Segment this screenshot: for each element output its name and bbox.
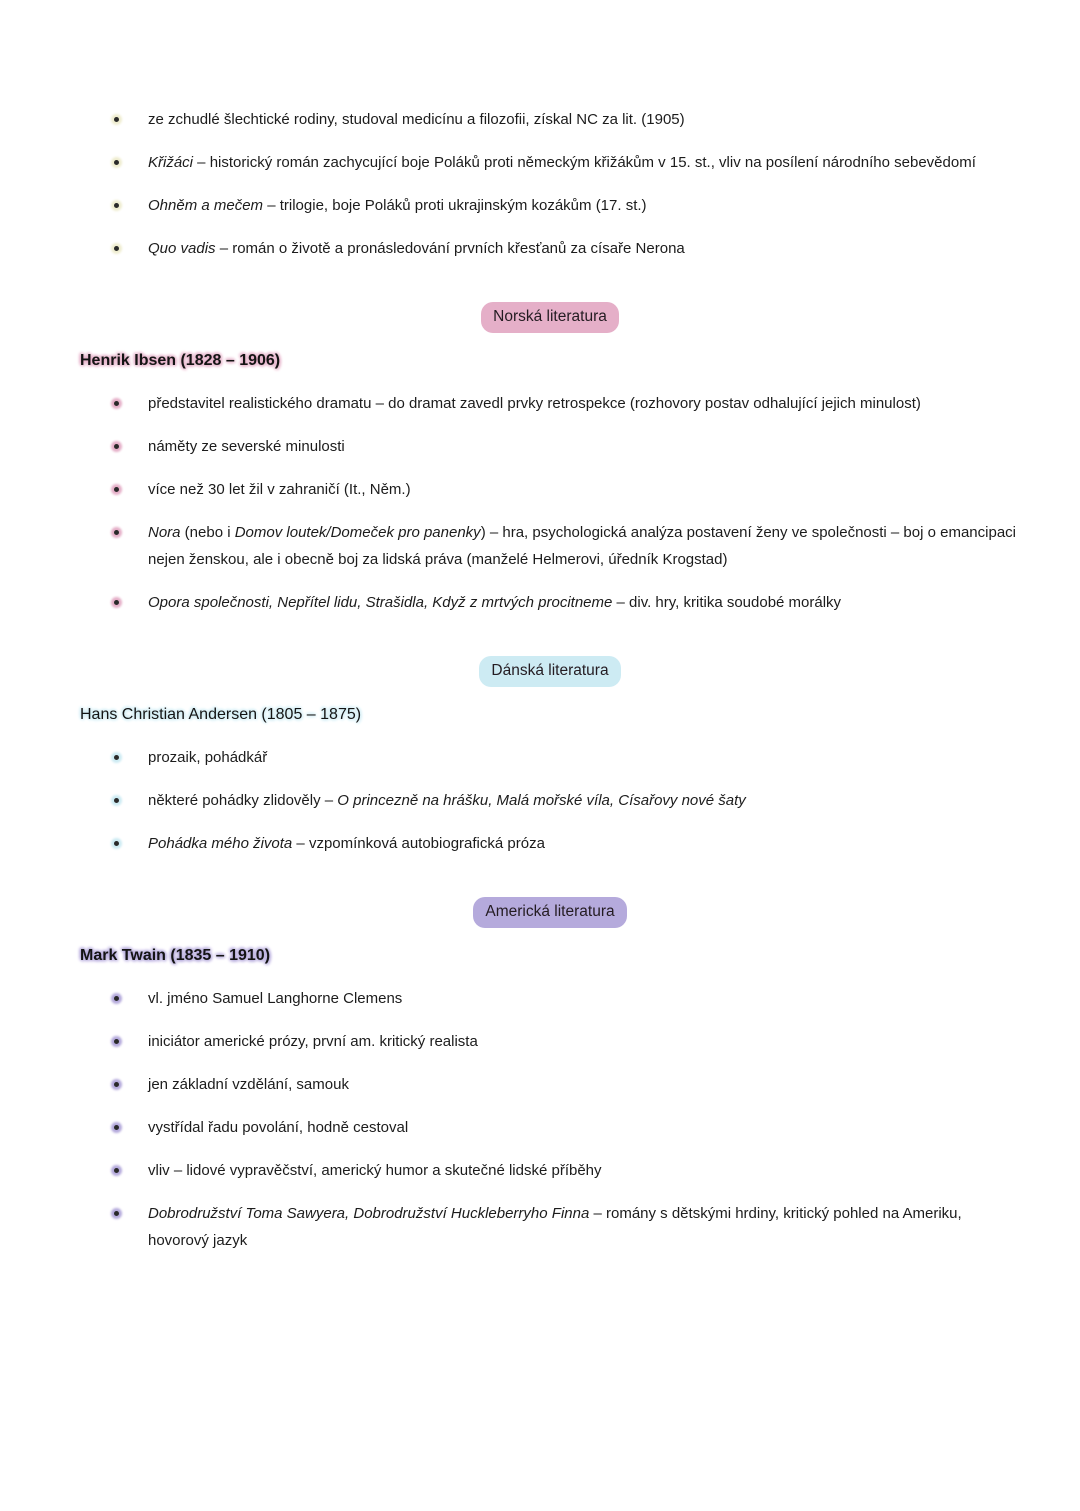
section-americka-literatura: [80, 897, 1020, 1254]
bullet-text: ) – hra, psychologická analýza postavení ženy ve společnosti – boj o emancipaci nejen ženskou, ale i obecně boj za lidská práva (manželé Helmerovi, úředník Krogstad): [148, 524, 1016, 568]
bullet-text: některé pohádky zlidověly –: [148, 792, 338, 809]
bullet-item: [80, 433, 1020, 460]
bullet-item: [80, 476, 1020, 503]
bullet-item: [80, 589, 1020, 616]
bullet-text: – vzpomínková autobiografická próza: [292, 835, 545, 852]
section-heading-row: [80, 302, 1020, 333]
bullet-text: více než 30 let žil v zahraničí (It., Něm.): [148, 481, 411, 498]
bullet-item: [80, 1071, 1020, 1098]
section-danska-literatura: [80, 656, 1020, 857]
bullet-text: prozaik, pohádkář: [148, 749, 268, 766]
bullet-item: [80, 192, 1020, 219]
bullet-text: představitel realistického dramatu – do dramat zavedl prvky retrospekce (rozhovory postav odhalující jejich minulost): [148, 395, 921, 412]
bullet-item: [80, 1200, 1020, 1254]
bullet-item: [80, 1157, 1020, 1184]
bullet-item: [80, 985, 1020, 1012]
bullet-text-italic: Dobrodružství Toma Sawyera, Dobrodružství Huckleberryho Finna: [148, 1205, 590, 1222]
bullet-list: [80, 744, 1020, 857]
section-heading-pill: Dánská literatura: [479, 656, 620, 687]
bullet-text: iniciátor americké prózy, první am. kritický realista: [148, 1033, 478, 1050]
section-intro: [80, 106, 1020, 262]
bullet-text: jen základní vzdělání, samouk: [148, 1076, 349, 1093]
section-heading-row: [80, 656, 1020, 687]
section-norska-literatura: [80, 302, 1020, 616]
bullet-text: – div. hry, kritika soudobé morálky: [612, 594, 842, 611]
bullet-text: vl. jméno Samuel Langhorne Clemens: [148, 990, 403, 1007]
bullet-item: [80, 787, 1020, 814]
author-row: [80, 347, 1020, 390]
author-row: [80, 701, 1020, 744]
bullet-text: – román o životě a pronásledování prvních křesťanů za císaře Nerona: [215, 240, 685, 257]
bullet-item: [80, 519, 1020, 573]
bullet-text-italic: Quo vadis: [148, 240, 216, 257]
author-heading: Mark Twain (1835 – 1910): [80, 947, 271, 964]
bullet-text: – trilogie, boje Poláků proti ukrajinským kozákům (17. st.): [263, 197, 647, 214]
bullet-item: [80, 235, 1020, 262]
bullet-text-italic: Opora společnosti, Nepřítel lidu, Strašidla, Když z mrtvých procitneme: [148, 594, 613, 611]
bullet-item: [80, 1028, 1020, 1055]
bullet-item: [80, 149, 1020, 176]
bullet-text: vliv – lidové vypravěčství, americký humor a skutečné lidské příběhy: [148, 1162, 602, 1179]
section-heading-pill: Americká literatura: [473, 897, 626, 928]
section-heading-row: [80, 897, 1020, 928]
bullet-text: náměty ze severské minulosti: [148, 438, 345, 455]
bullet-text-italic: Domov loutek/Domeček pro panenky: [234, 524, 481, 541]
author-row: [80, 942, 1020, 985]
bullet-text: (nebo i: [180, 524, 235, 541]
section-heading-pill: Norská literatura: [481, 302, 619, 333]
bullet-item: [80, 830, 1020, 857]
bullet-item: [80, 744, 1020, 771]
bullet-text: vystřídal řadu povolání, hodně cestoval: [148, 1119, 409, 1136]
bullet-item: [80, 106, 1020, 133]
bullet-text: ze zchudlé šlechtické rodiny, studoval medicínu a filozofii, získal NC za lit. (1905): [148, 111, 685, 128]
bullet-list: [80, 985, 1020, 1254]
bullet-text: – historický román zachycující boje Poláků proti německým křižákům v 15. st., vliv na posílení národního sebevědomí: [193, 154, 976, 171]
bullet-item: [80, 1114, 1020, 1141]
bullet-text-italic: O princezně na hrášku, Malá mořské víla, Císařovy nové šaty: [337, 792, 746, 809]
bullet-item: [80, 390, 1020, 417]
author-heading: Henrik Ibsen (1828 – 1906): [80, 352, 281, 369]
bullet-text-italic: Křižáci: [148, 154, 194, 171]
bullet-list: [80, 106, 1020, 262]
author-heading: Hans Christian Andersen (1805 – 1875): [80, 706, 362, 723]
bullet-text-italic: Nora: [148, 524, 181, 541]
bullet-text-italic: Ohněm a mečem: [148, 197, 264, 214]
bullet-text: – romány s dětskými hrdiny, kritický pohled na Ameriku, hovorový jazyk: [148, 1205, 962, 1249]
bullet-text-italic: Pohádka mého života: [148, 835, 293, 852]
bullet-list: [80, 390, 1020, 616]
